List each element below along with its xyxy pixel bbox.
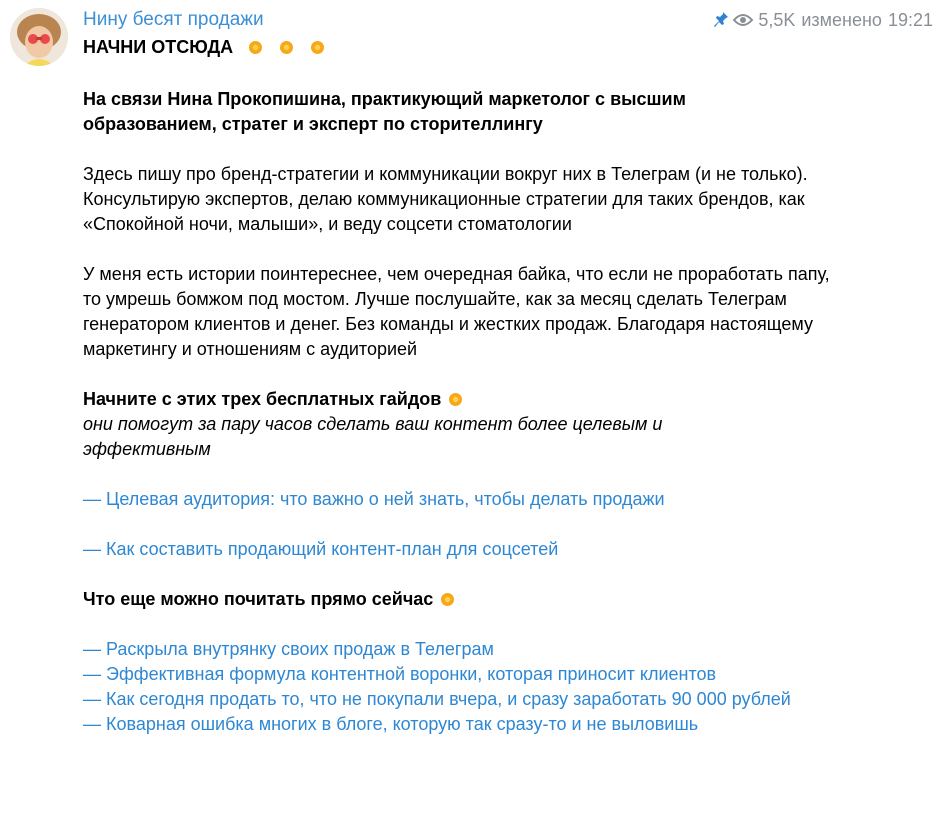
channel-name-link[interactable]: Нину бесят продажи	[83, 9, 264, 30]
guides-heading-row	[83, 387, 933, 412]
more-link-sell-today[interactable]: Как сегодня продать то, что не покупали вчера, и сразу заработать 90 000 рублей	[106, 689, 791, 709]
pin-icon	[714, 12, 728, 28]
paragraph-about: Здесь пишу про бренд-стратегии и коммуникации вокруг них в Телеграм (и не только). Консультирую экспертов, делаю коммуникационные стратегии для таких брендов, как «Спокойной ночи, малыши», и веду соцсети стоматологии	[83, 164, 808, 234]
channel-post	[83, 0, 943, 819]
edited-label: изменено	[801, 9, 882, 30]
guide-link-content-plan[interactable]: Как составить продающий контент-план для соцсетей	[106, 539, 559, 559]
more-link-sales[interactable]: Раскрыла внутрянку своих продаж в Телеграм	[106, 639, 494, 659]
spacer	[83, 562, 933, 587]
guide-item	[83, 487, 933, 512]
post-title: НАЧНИ ОТСЮДА	[83, 37, 234, 57]
spacer	[83, 512, 933, 537]
views-eye-icon	[733, 13, 753, 27]
spacer	[83, 462, 933, 487]
guides-heading: Начните с этих трех бесплатных гайдов	[83, 389, 442, 409]
list-dash: —	[83, 689, 101, 709]
guide-item	[83, 537, 933, 562]
orange-circle-emoji-icon	[311, 41, 324, 54]
post-time: 19:21	[887, 9, 933, 30]
more-link-funnel[interactable]: Эффективная формула контентной воронки, которая приносит клиентов	[106, 664, 717, 684]
more-item	[83, 687, 863, 712]
spacer	[83, 60, 933, 85]
channel-avatar[interactable]	[10, 8, 68, 66]
avatar-image-icon	[10, 8, 68, 66]
orange-circle-emoji-icon	[280, 41, 293, 54]
spacer	[83, 137, 933, 162]
spacer	[83, 612, 933, 637]
guide-link-audience[interactable]: Целевая аудитория: что важно о ней знать, чтобы делать продажи	[106, 489, 665, 509]
orange-circle-emoji-icon	[249, 41, 262, 54]
post-title-row	[83, 35, 933, 60]
intro-bold: На связи Нина Прокопишина, практикующий маркетолог с высшим образованием, стратег и эксперт по сторителлингу	[83, 89, 686, 134]
more-link-mistake[interactable]: Коварная ошибка многих в блоге, которую так сразу-то и не выловишь	[106, 714, 699, 734]
spacer	[83, 362, 933, 387]
paragraph-stories: У меня есть истории поинтереснее, чем очередная байка, что если не проработать папу, то умрешь бомжом под мостом. Лучше послушайте, как за месяц сделать Телеграм генератором клиентов и денег. Без команды и жестких продаж. Благодаря настоящему маркетингу и отношениям с аудиторией	[83, 264, 830, 359]
more-heading-row	[83, 587, 933, 612]
post-header	[83, 8, 943, 32]
more-item	[83, 637, 933, 662]
list-dash: —	[83, 664, 101, 684]
post-text	[83, 35, 933, 737]
post-meta	[714, 8, 933, 32]
list-dash: —	[83, 714, 101, 734]
list-dash: —	[83, 639, 101, 659]
views-count: 5,5K	[758, 9, 796, 30]
guides-subtitle: они помогут за пару часов сделать ваш контент более целевым и эффективным	[83, 414, 663, 459]
list-dash: —	[83, 489, 101, 509]
more-item	[83, 662, 933, 687]
orange-circle-emoji-icon	[449, 393, 462, 406]
spacer	[83, 237, 933, 262]
more-item	[83, 712, 933, 737]
orange-circle-emoji-icon	[441, 593, 454, 606]
list-dash: —	[83, 539, 101, 559]
more-heading: Что еще можно почитать прямо сейчас	[83, 589, 434, 609]
